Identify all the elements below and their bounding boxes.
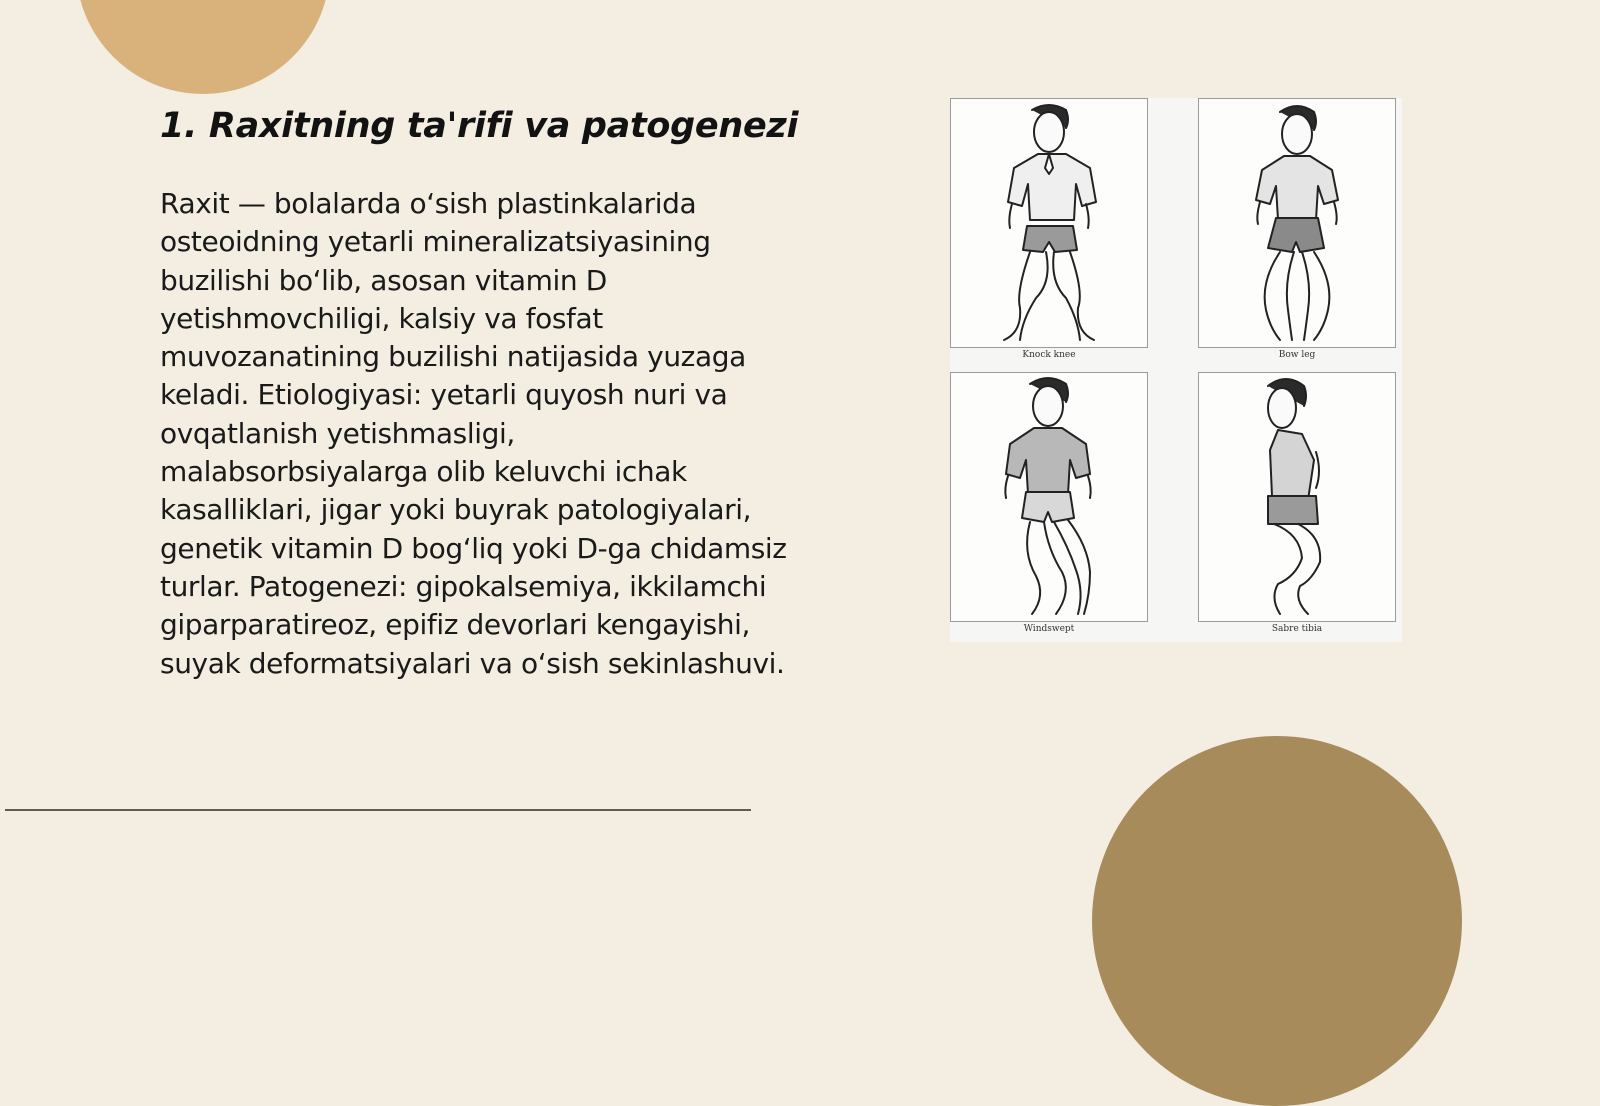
- body-line: ovqatlanish yetishmasligi,: [160, 416, 515, 450]
- panel-caption: Sabre tibia: [1271, 624, 1323, 634]
- figure-panel: [950, 98, 1148, 372]
- body-line: malabsorbsiyalarga olib keluvchi ichak: [160, 455, 687, 489]
- panel-caption: Knock knee: [1022, 350, 1076, 360]
- divider-line: [5, 809, 751, 811]
- body-line: osteoidning yetarli mineralizatsiyasining: [160, 225, 711, 259]
- panel-caption: Bow leg: [1278, 350, 1316, 360]
- decorative-circle-bottom: [1092, 736, 1462, 1106]
- sabre-tibia-figure-icon: [1198, 372, 1396, 622]
- panel-caption: Windswept: [1023, 624, 1075, 634]
- body-line: genetik vitamin D bog‘liq yoki D-ga chidamsiz: [160, 531, 787, 565]
- figure-panel: [1198, 372, 1396, 646]
- bow-leg-figure-icon: [1198, 98, 1396, 348]
- body-line: Raxit — bolalarda o‘sish plastinkalarida: [160, 187, 697, 220]
- body-line: keladi. Etiologiyasi: yetarli quyosh nuri va: [160, 378, 728, 412]
- knock-knee-figure-icon: [950, 98, 1148, 348]
- rickets-deformity-figure: [950, 98, 1402, 642]
- body-line: muvozanatining buzilishi natijasida yuzaga: [160, 340, 746, 374]
- body-line: yetishmovchiligi, kalsiy va fosfat: [160, 301, 603, 335]
- body-line: turlar. Patogenezi: gipokalsemiya, ikkilamchi: [160, 569, 767, 603]
- body-line: giparparatireoz, epifiz devorlari kengayishi,: [160, 608, 750, 642]
- body-paragraph: [160, 185, 850, 683]
- body-line: suyak deformatsiyalari va o‘sish sekinlashuvi.: [160, 646, 785, 680]
- decorative-circle-top: [76, 0, 330, 94]
- slide-title: 1. Raxitning ta'rifi va patogenezi: [160, 106, 799, 146]
- figure-panel: [1198, 98, 1396, 372]
- windswept-figure-icon: [950, 372, 1148, 622]
- body-line: buzilishi bo‘lib, asosan vitamin D: [160, 263, 607, 297]
- body-line: kasalliklari, jigar yoki buyrak patologiyalari,: [160, 493, 752, 527]
- figure-panel: [950, 372, 1148, 646]
